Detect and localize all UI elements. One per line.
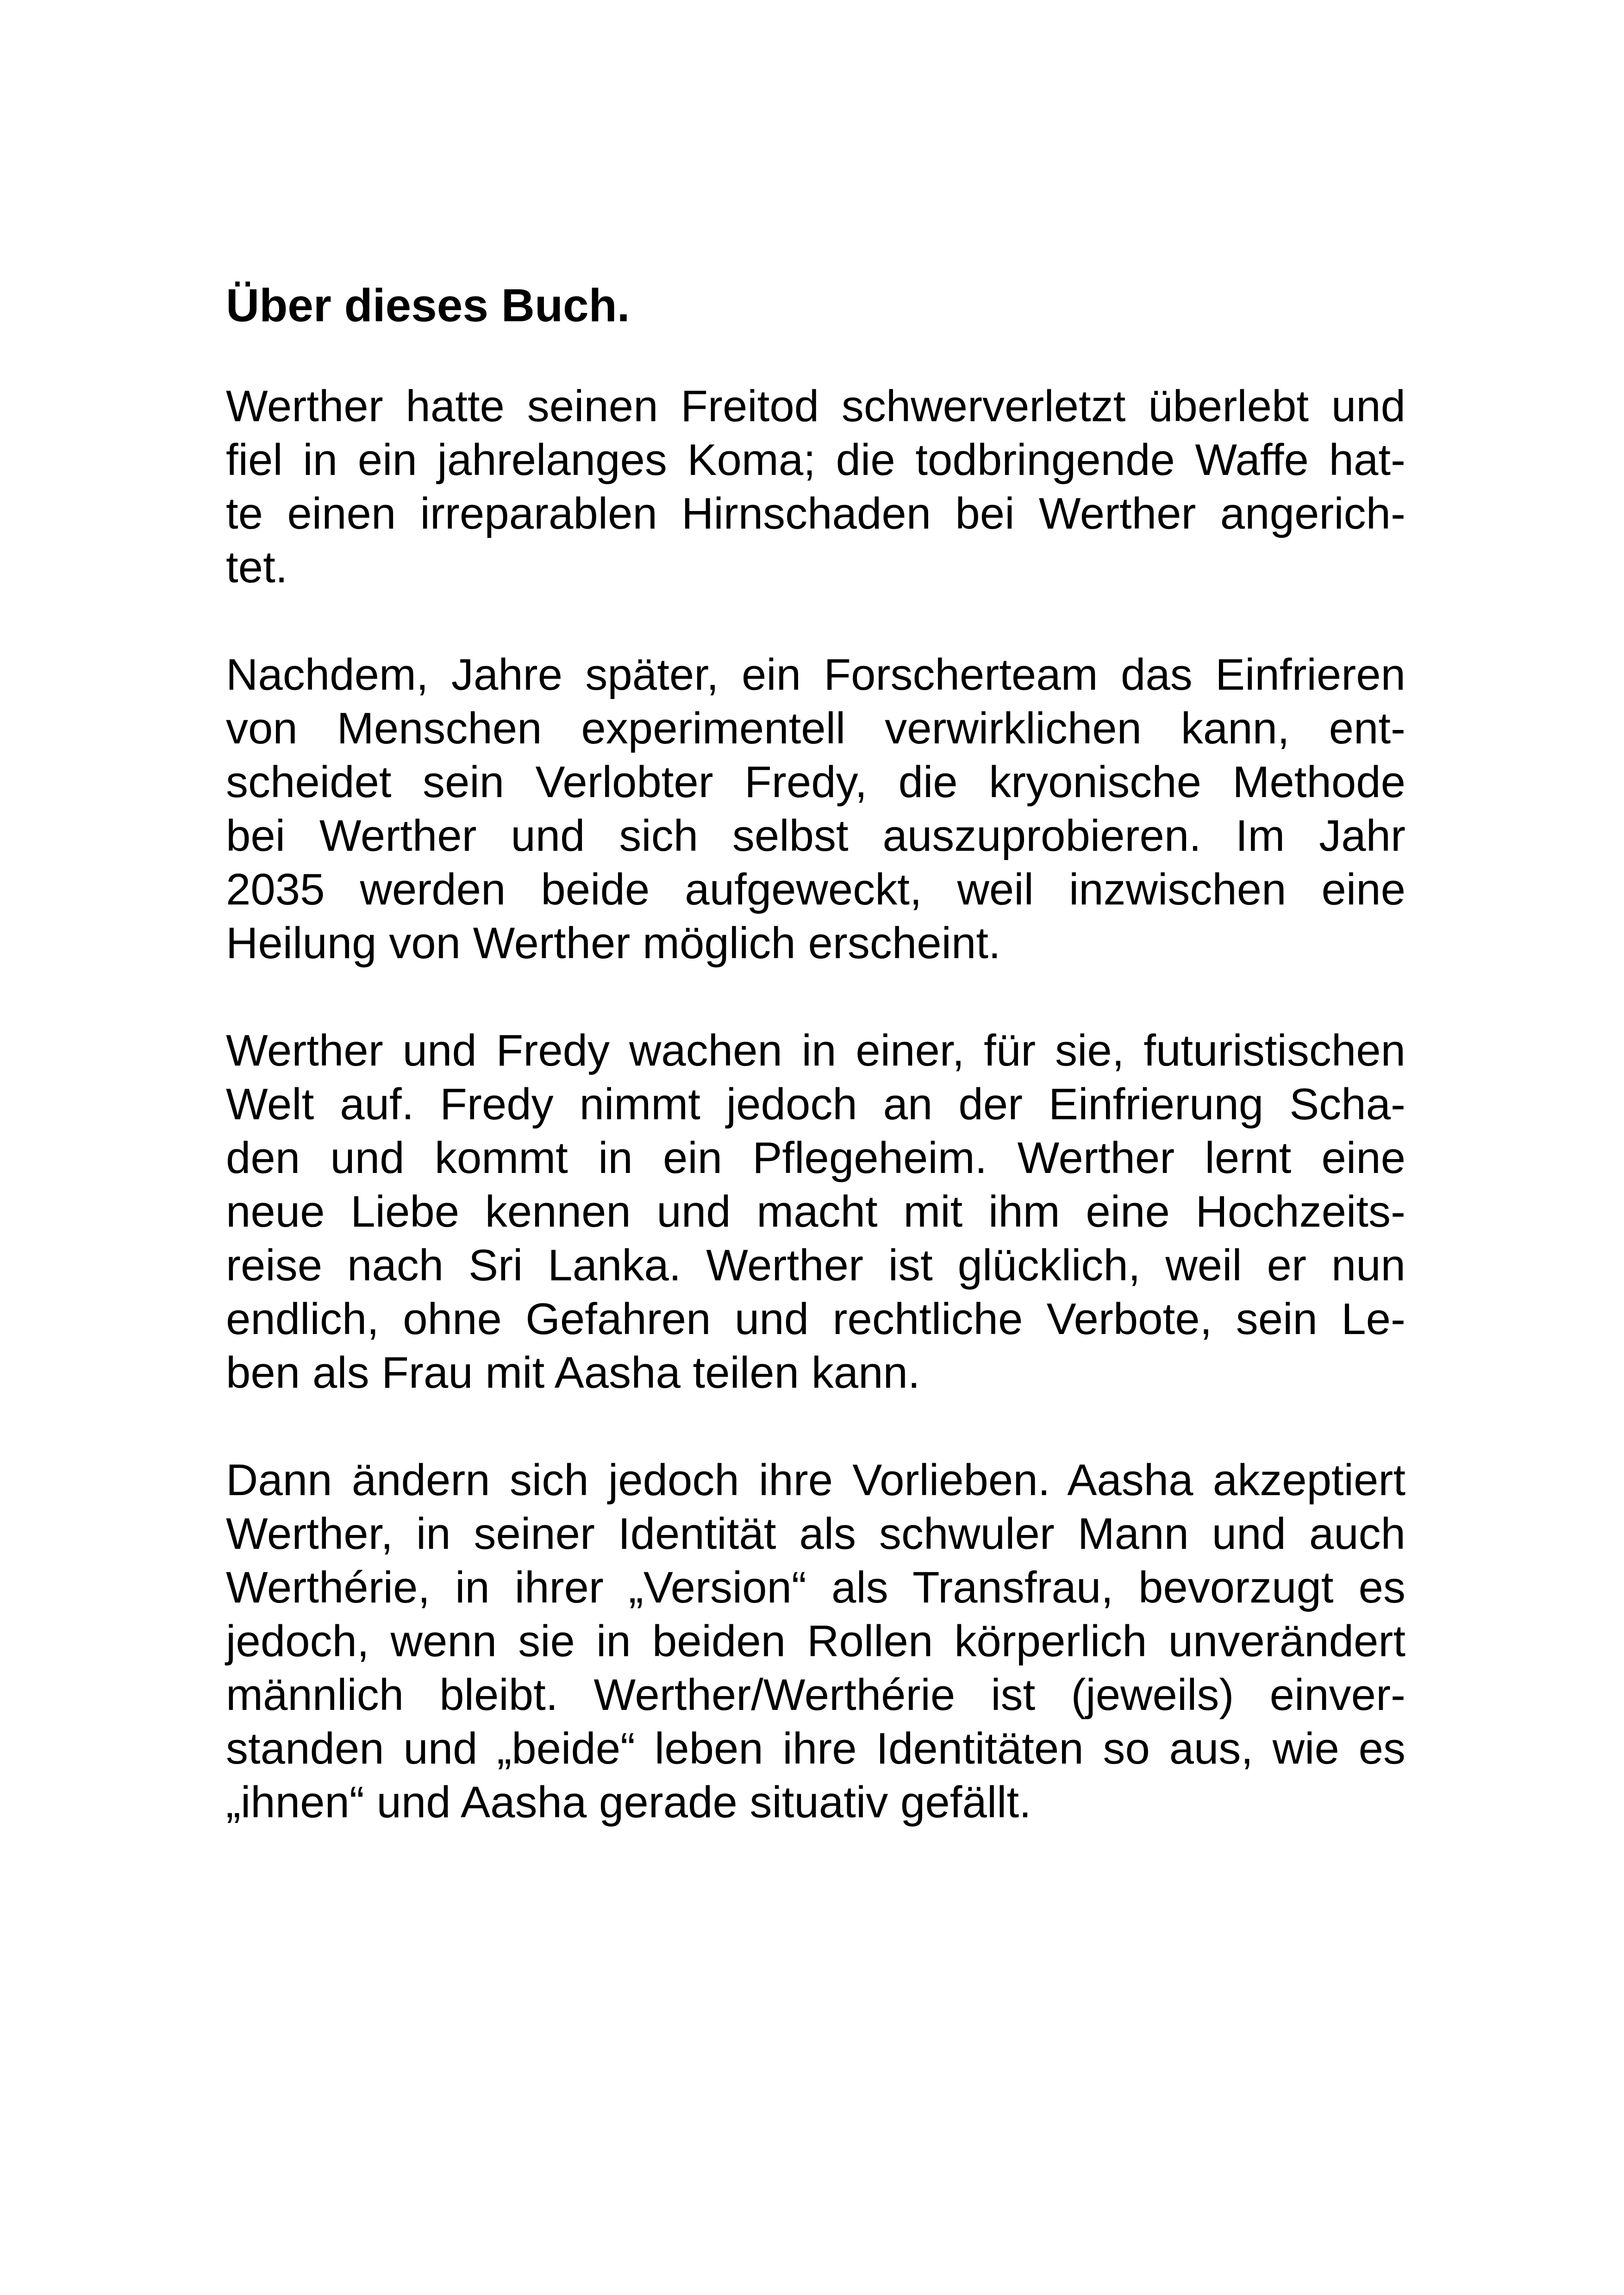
paragraph-4 [226, 1453, 1405, 1829]
text-line: 2035 werden beide aufgeweckt, weil inzwischen eine [226, 865, 1405, 914]
text-line: Nachdem, Jahre später, ein Forscherteam das Einfrieren [226, 650, 1405, 699]
text-line: Heilung von Werther möglich erscheint. [226, 918, 1001, 968]
text-line: tet. [226, 543, 288, 592]
text-line: neue Liebe kennen und macht mit ihm eine Hochzeits- [226, 1187, 1405, 1236]
text-line: scheidet sein Verlobter Fredy, die kryonische Methode [226, 757, 1405, 807]
paragraph-1 [226, 380, 1405, 594]
text-line: endlich, ohne Gefahren und rechtliche Verbote, sein Le- [226, 1294, 1405, 1344]
text-line: reise nach Sri Lanka. Werther ist glücklich, weil er nun [226, 1241, 1405, 1290]
text-line: Dann ändern sich jedoch ihre Vorlieben. Aasha akzeptiert [226, 1455, 1405, 1505]
text-line: Werther, in seiner Identität als schwuler Mann und auch [226, 1509, 1405, 1559]
text-line: männlich bleibt. Werther/Werthérie ist (jeweils) einver- [226, 1670, 1405, 1720]
paragraph-3 [226, 1024, 1405, 1400]
text-line: fiel in ein jahrelanges Koma; die todbringende Waffe hat- [226, 435, 1405, 485]
text-line: von Menschen experimentell verwirklichen kann, ent- [226, 704, 1405, 753]
page-content [226, 278, 1405, 1883]
text-line: te einen irreparablen Hirnschaden bei Werther angerich- [226, 489, 1405, 538]
text-line: Welt auf. Fredy nimmt jedoch an der Einfrierung Scha- [226, 1079, 1405, 1129]
text-line: jedoch, wenn sie in beiden Rollen körperlich unverändert [226, 1616, 1405, 1666]
text-line: „ihnen“ und Aasha gerade situativ gefällt. [226, 1777, 1031, 1827]
text-line: ben als Frau mit Aasha teilen kann. [226, 1348, 920, 1397]
text-line: den und kommt in ein Pflegeheim. Werther lernt eine [226, 1133, 1405, 1183]
text-line: standen und „beide“ leben ihre Identitäten so aus, wie es [226, 1724, 1405, 1773]
paragraph-2 [226, 648, 1405, 970]
text-line: Werthérie, in ihrer „Version“ als Transfrau, bevorzugt es [226, 1563, 1405, 1612]
text-line: Werther hatte seinen Freitod schwerverletzt überlebt und [226, 381, 1405, 431]
text-line: bei Werther und sich selbst auszuprobieren. Im Jahr [226, 811, 1405, 861]
text-line: Werther und Fredy wachen in einer, für sie, futuristischen [226, 1026, 1405, 1075]
page-title: Über dieses Buch. [226, 280, 630, 331]
